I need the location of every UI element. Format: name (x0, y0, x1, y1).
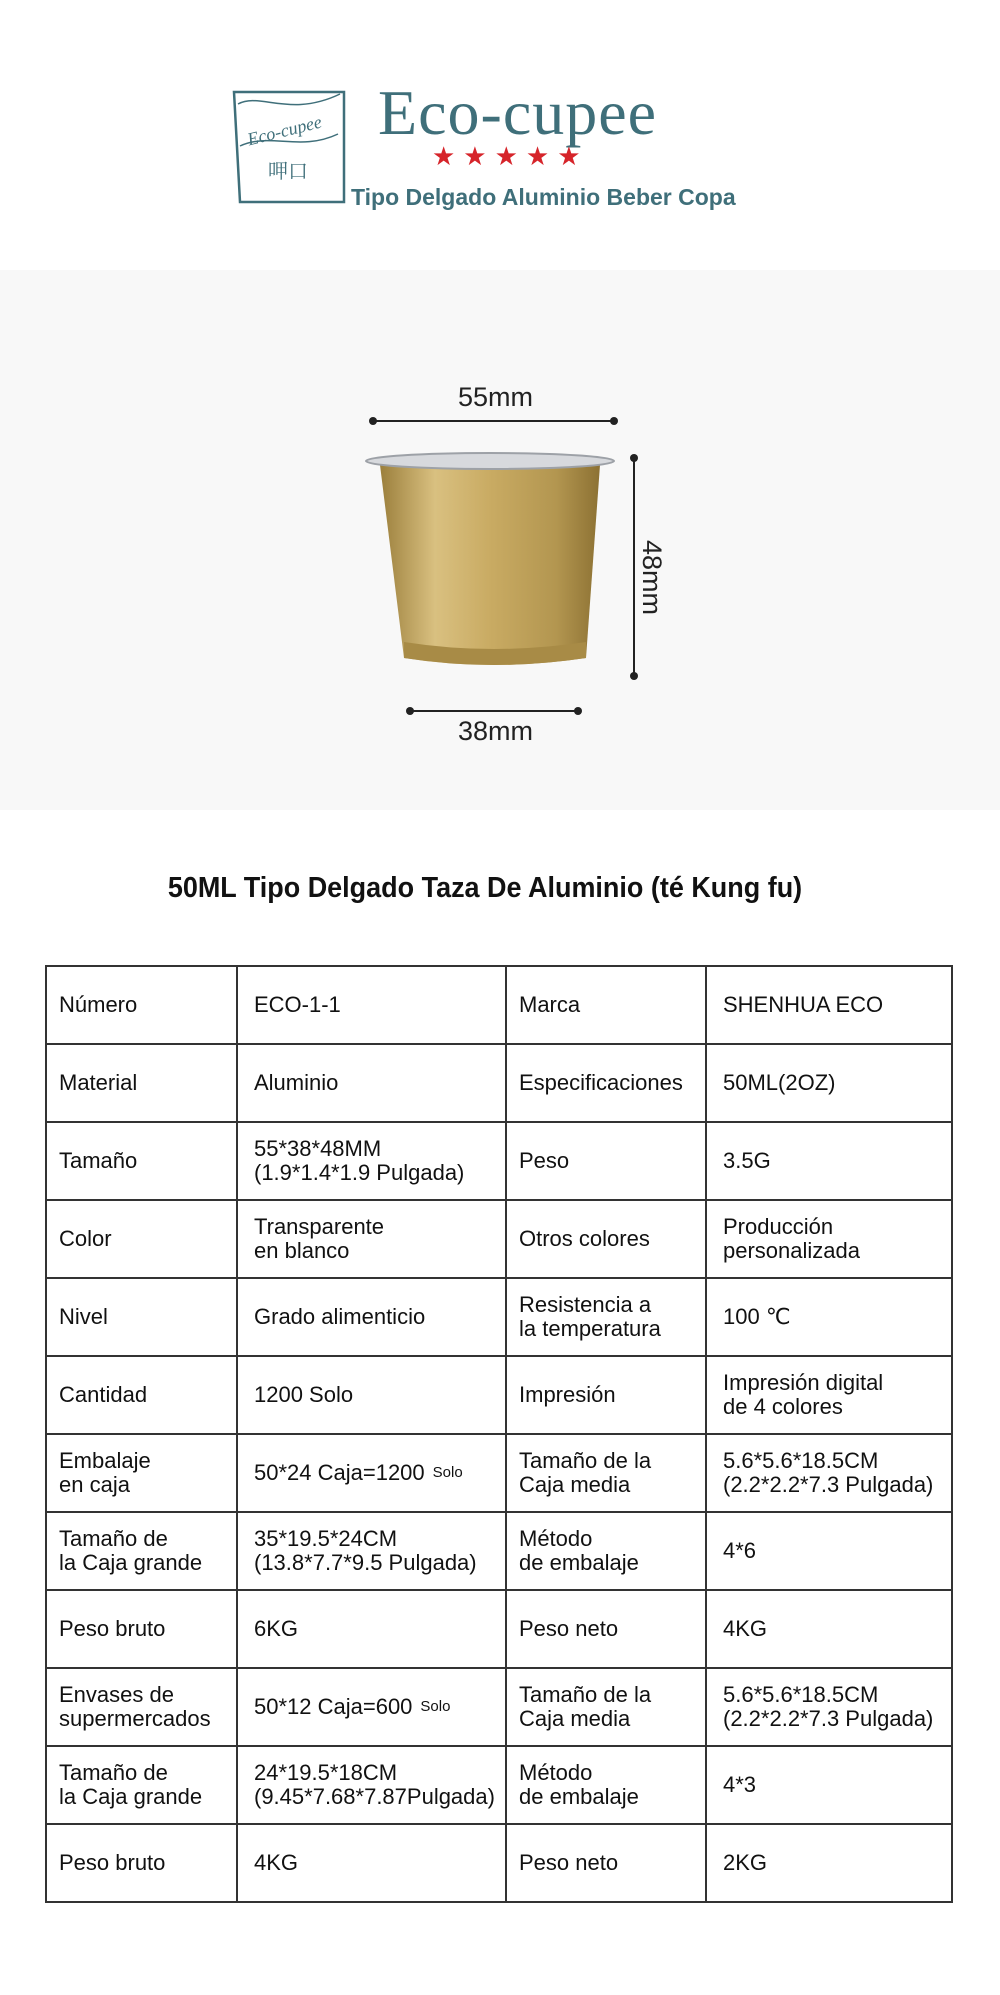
spec-label (506, 1590, 706, 1668)
product-image (0, 270, 1000, 810)
cell-text: Transparente (254, 1213, 385, 1239)
cell-text: Marca (519, 991, 581, 1017)
cell-text: 4KG (254, 1849, 299, 1875)
cell-text: Aluminio (254, 1069, 339, 1095)
cell-text: personalizada (723, 1238, 860, 1263)
table-row (46, 1044, 952, 1122)
cell-text: supermercados (59, 1706, 211, 1731)
spec-label (46, 1824, 237, 1902)
spec-value (237, 1356, 506, 1434)
cell-text: 6KG (254, 1615, 299, 1641)
spec-label (46, 1668, 237, 1746)
logo-cup-icon (230, 88, 348, 206)
spec-label (506, 966, 706, 1044)
spec-label (46, 1590, 237, 1668)
cell-text: 5.6*5.6*18.5CM (723, 1447, 879, 1473)
spec-label (506, 1668, 706, 1746)
spec-value (706, 1668, 952, 1746)
cell-text: Especificaciones (519, 1069, 683, 1095)
cell-text: 1200 Solo (254, 1381, 354, 1407)
spec-value (706, 1824, 952, 1902)
cell-text: Método (519, 1759, 593, 1785)
spec-label (506, 1278, 706, 1356)
spec-label (506, 1512, 706, 1590)
spec-label (506, 1434, 706, 1512)
cell-text: Nivel (59, 1303, 108, 1329)
cell-text-with-unit (254, 1695, 505, 1719)
spec-label (46, 1746, 237, 1824)
spec-value (237, 1824, 506, 1902)
spec-value (706, 1590, 952, 1668)
logo-chinese-text: 呷口 (268, 159, 308, 183)
cell-text: en caja (59, 1472, 130, 1497)
cell-text: Peso neto (519, 1849, 619, 1875)
table-row (46, 1200, 952, 1278)
spec-label (506, 1044, 706, 1122)
table-row (46, 1668, 952, 1746)
cell-text: Resistencia a (519, 1291, 652, 1317)
spec-label (506, 1122, 706, 1200)
spec-value (237, 1668, 506, 1746)
spec-label (46, 1122, 237, 1200)
spec-value (237, 1434, 506, 1512)
spec-label (506, 1200, 706, 1278)
cell-text: 2KG (723, 1849, 768, 1875)
cell-text: de 4 colores (723, 1394, 843, 1419)
cell-text: Método (519, 1525, 593, 1551)
aluminium-cup (366, 453, 614, 665)
spec-value (706, 1044, 952, 1122)
cell-text: 3.5G (723, 1147, 771, 1173)
cell-text: en blanco (254, 1238, 350, 1263)
cell-text: 50*12 Caja=600 (254, 1693, 413, 1719)
cell-text: 4*3 (723, 1771, 757, 1797)
spec-label (46, 1356, 237, 1434)
cell-text: 50*24 Caja=1200 (254, 1459, 425, 1485)
spec-label (506, 1356, 706, 1434)
cell-text: Impresión digital (723, 1369, 884, 1395)
spec-value (706, 1512, 952, 1590)
table-row (46, 1434, 952, 1512)
cell-text: de embalaje (519, 1550, 639, 1575)
cell-text: (13.8*7.7*9.5 Pulgada) (254, 1550, 477, 1575)
cell-text: Peso bruto (59, 1615, 166, 1641)
cell-text: (2.2*2.2*7.3 Pulgada) (723, 1472, 934, 1497)
cell-text: Tamaño (59, 1147, 138, 1173)
cell-text: Otros colores (519, 1225, 650, 1251)
cell-text: 35*19.5*24CM (254, 1525, 398, 1551)
cell-text: Grado alimenticio (254, 1303, 426, 1329)
cell-text: Producción (723, 1213, 834, 1239)
cell-text: Peso neto (519, 1615, 619, 1641)
cell-text: la Caja grande (59, 1550, 203, 1575)
spec-label (46, 1278, 237, 1356)
cell-text: Peso (519, 1147, 570, 1173)
cell-text: 5.6*5.6*18.5CM (723, 1681, 879, 1707)
spec-label (46, 1512, 237, 1590)
cell-text: 55*38*48MM (254, 1135, 382, 1161)
spec-value (706, 1200, 952, 1278)
spec-value (237, 1512, 506, 1590)
spec-label (46, 966, 237, 1044)
cell-text: Impresión (519, 1381, 616, 1407)
cell-text: Peso bruto (59, 1849, 166, 1875)
brand-tagline: Tipo Delgado Aluminio Beber Copa (351, 184, 736, 210)
spec-label (46, 1434, 237, 1512)
spec-value (706, 1356, 952, 1434)
spec-value (237, 1746, 506, 1824)
cell-text: 24*19.5*18CM (254, 1759, 398, 1785)
cell-text-with-unit (254, 1461, 505, 1485)
cell-text: Caja media (519, 1706, 631, 1731)
cell-text: Tamaño de la (519, 1681, 652, 1707)
spec-value (706, 1746, 952, 1824)
rating-stars: ★★★★★ (432, 141, 589, 171)
cell-text: 4KG (723, 1615, 768, 1641)
cell-text: Material (59, 1069, 138, 1095)
spec-label (506, 1824, 706, 1902)
cell-text: ECO-1-1 (254, 991, 341, 1017)
cell-text: Tamaño de la (519, 1447, 652, 1473)
logo-script-text: Eco-cupee (245, 111, 324, 150)
table-row (46, 1512, 952, 1590)
unit-text: Solo (432, 1463, 463, 1481)
cell-text: (2.2*2.2*7.3 Pulgada) (723, 1706, 934, 1731)
table-row (46, 1824, 952, 1902)
spec-label (46, 1044, 237, 1122)
cell-text: de embalaje (519, 1784, 639, 1809)
cell-text: Embalaje (59, 1447, 151, 1473)
cell-text: SHENHUA ECO (723, 991, 884, 1017)
top-dimension-line (369, 417, 618, 425)
table-row (46, 1746, 952, 1824)
table-row (46, 1590, 952, 1668)
bottom-diameter-label: 38mm (458, 716, 534, 746)
brand-name: Eco-cupee (378, 77, 658, 148)
cell-text: Caja media (519, 1472, 631, 1497)
table-row (46, 1278, 952, 1356)
spec-table (45, 965, 953, 1903)
spec-label (506, 1746, 706, 1824)
cell-text: (9.45*7.68*7.87Pulgada) (254, 1784, 495, 1809)
spec-value (237, 1590, 506, 1668)
cell-text: Número (59, 991, 138, 1017)
spec-value (237, 966, 506, 1044)
spec-value (706, 1278, 952, 1356)
cell-text: Tamaño de (59, 1759, 168, 1785)
brand-logo (230, 88, 348, 206)
height-label: 48mm (637, 539, 668, 616)
spec-label (46, 1200, 237, 1278)
spec-value (706, 1434, 952, 1512)
top-diameter-label: 55mm (458, 382, 534, 412)
spec-value (237, 1200, 506, 1278)
spec-value (706, 966, 952, 1044)
cell-text: Tamaño de (59, 1525, 168, 1551)
cell-text: Cantidad (59, 1381, 148, 1407)
cell-text: la temperatura (519, 1316, 661, 1341)
spec-value (237, 1122, 506, 1200)
unit-text: Solo (420, 1697, 451, 1715)
table-row (46, 1356, 952, 1434)
bottom-dimension-line (406, 707, 582, 715)
cell-text: la Caja grande (59, 1784, 203, 1809)
cell-text: 100 ℃ (723, 1303, 791, 1329)
spec-value (237, 1278, 506, 1356)
table-row (46, 1122, 952, 1200)
spec-title: 50ML Tipo Delgado Taza De Aluminio (té Kung fu) (167, 872, 803, 904)
table-row (46, 966, 952, 1044)
spec-value (706, 1122, 952, 1200)
cell-text: 4*6 (723, 1537, 757, 1563)
cell-text: Envases de (59, 1681, 174, 1707)
spec-value (237, 1044, 506, 1122)
cell-text: Color (59, 1225, 112, 1251)
cell-text: (1.9*1.4*1.9 Pulgada) (254, 1160, 465, 1185)
cell-text: 50ML(2OZ) (723, 1069, 836, 1095)
